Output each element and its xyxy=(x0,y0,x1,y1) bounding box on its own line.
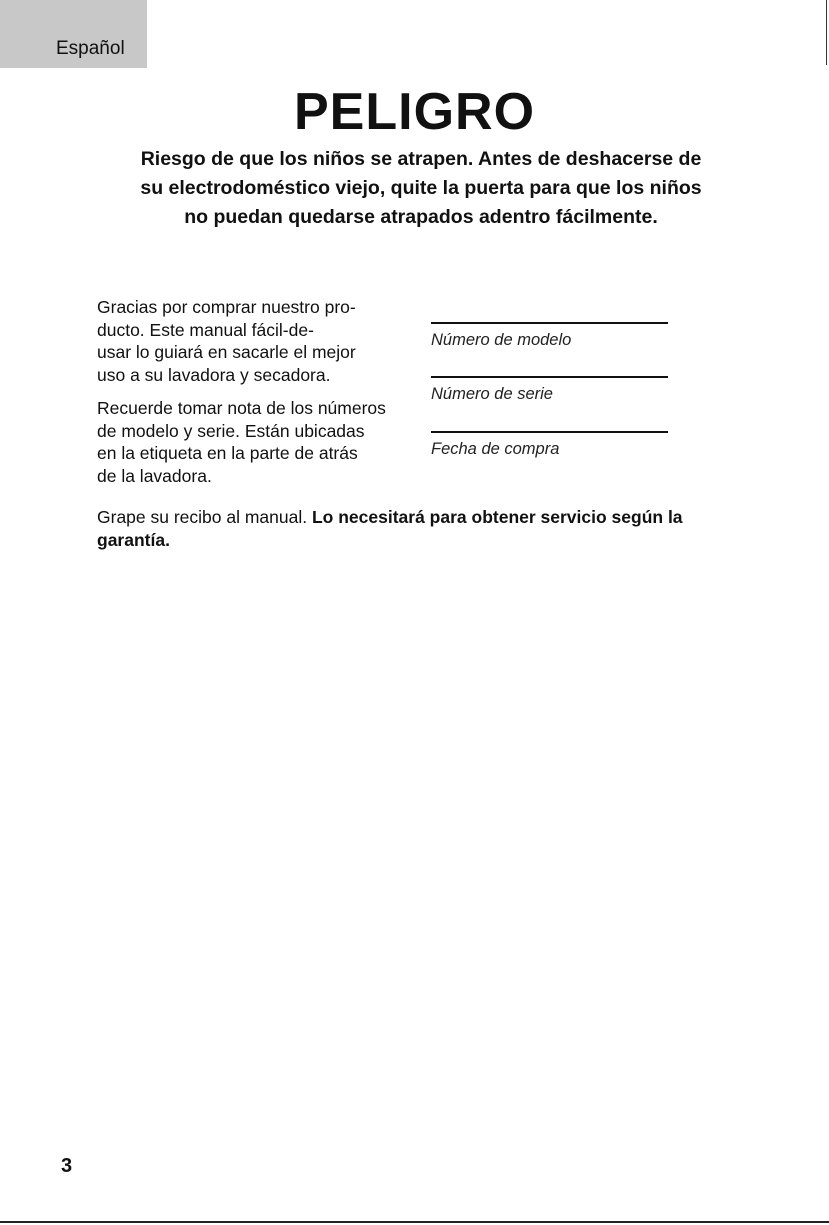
intro-line: de la lavadora. xyxy=(97,465,212,486)
warning-line-2: su electrodoméstico viejo, quite la puerta para que los niños xyxy=(140,177,702,199)
page-number: 3 xyxy=(61,1155,73,1177)
intro-line: de modelo y serie. Están ubicadas xyxy=(97,420,365,441)
intro-line: en la etiqueta en la parte de atrás xyxy=(97,443,358,463)
serial-number-field[interactable] xyxy=(431,376,668,404)
intro-line: Gracias por comprar nuestro pro- xyxy=(97,297,356,317)
receipt-note xyxy=(97,506,737,552)
serial-number-label: Número de serie xyxy=(431,385,553,403)
receipt-plain-text: Grape su recibo al manual. xyxy=(97,507,312,527)
warning-text xyxy=(90,145,752,232)
warning-title: PELIGRO xyxy=(293,83,536,141)
purchase-date-label: Fecha de compra xyxy=(431,440,560,458)
edge-line xyxy=(826,0,827,65)
receipt-bold-text: Lo necesitará para obtener servicio según la garantía. xyxy=(97,507,683,550)
intro-column xyxy=(97,296,417,498)
purchase-date-field[interactable] xyxy=(431,431,668,459)
intro-line: Recuerde tomar nota de los números xyxy=(97,398,386,418)
intro-paragraph-record xyxy=(97,397,417,487)
model-number-label: Número de modelo xyxy=(431,331,572,349)
intro-line: usar lo guiará en sacarle el mejor xyxy=(97,342,356,362)
model-number-field[interactable] xyxy=(431,322,668,350)
bottom-rule xyxy=(0,1221,829,1223)
intro-line: uso a su lavadora y secadora. xyxy=(97,364,331,385)
warning-line-1: Riesgo de que los niños se atrapen. Antes de deshacerse de xyxy=(140,148,702,170)
intro-line: ducto. Este manual fácil-de- xyxy=(97,319,314,340)
warning-line-3: no puedan quedarse atrapados adentro fácilmente. xyxy=(184,206,658,228)
language-tab xyxy=(0,0,147,68)
language-label: Español xyxy=(56,38,125,59)
intro-paragraph-thanks xyxy=(97,296,417,386)
